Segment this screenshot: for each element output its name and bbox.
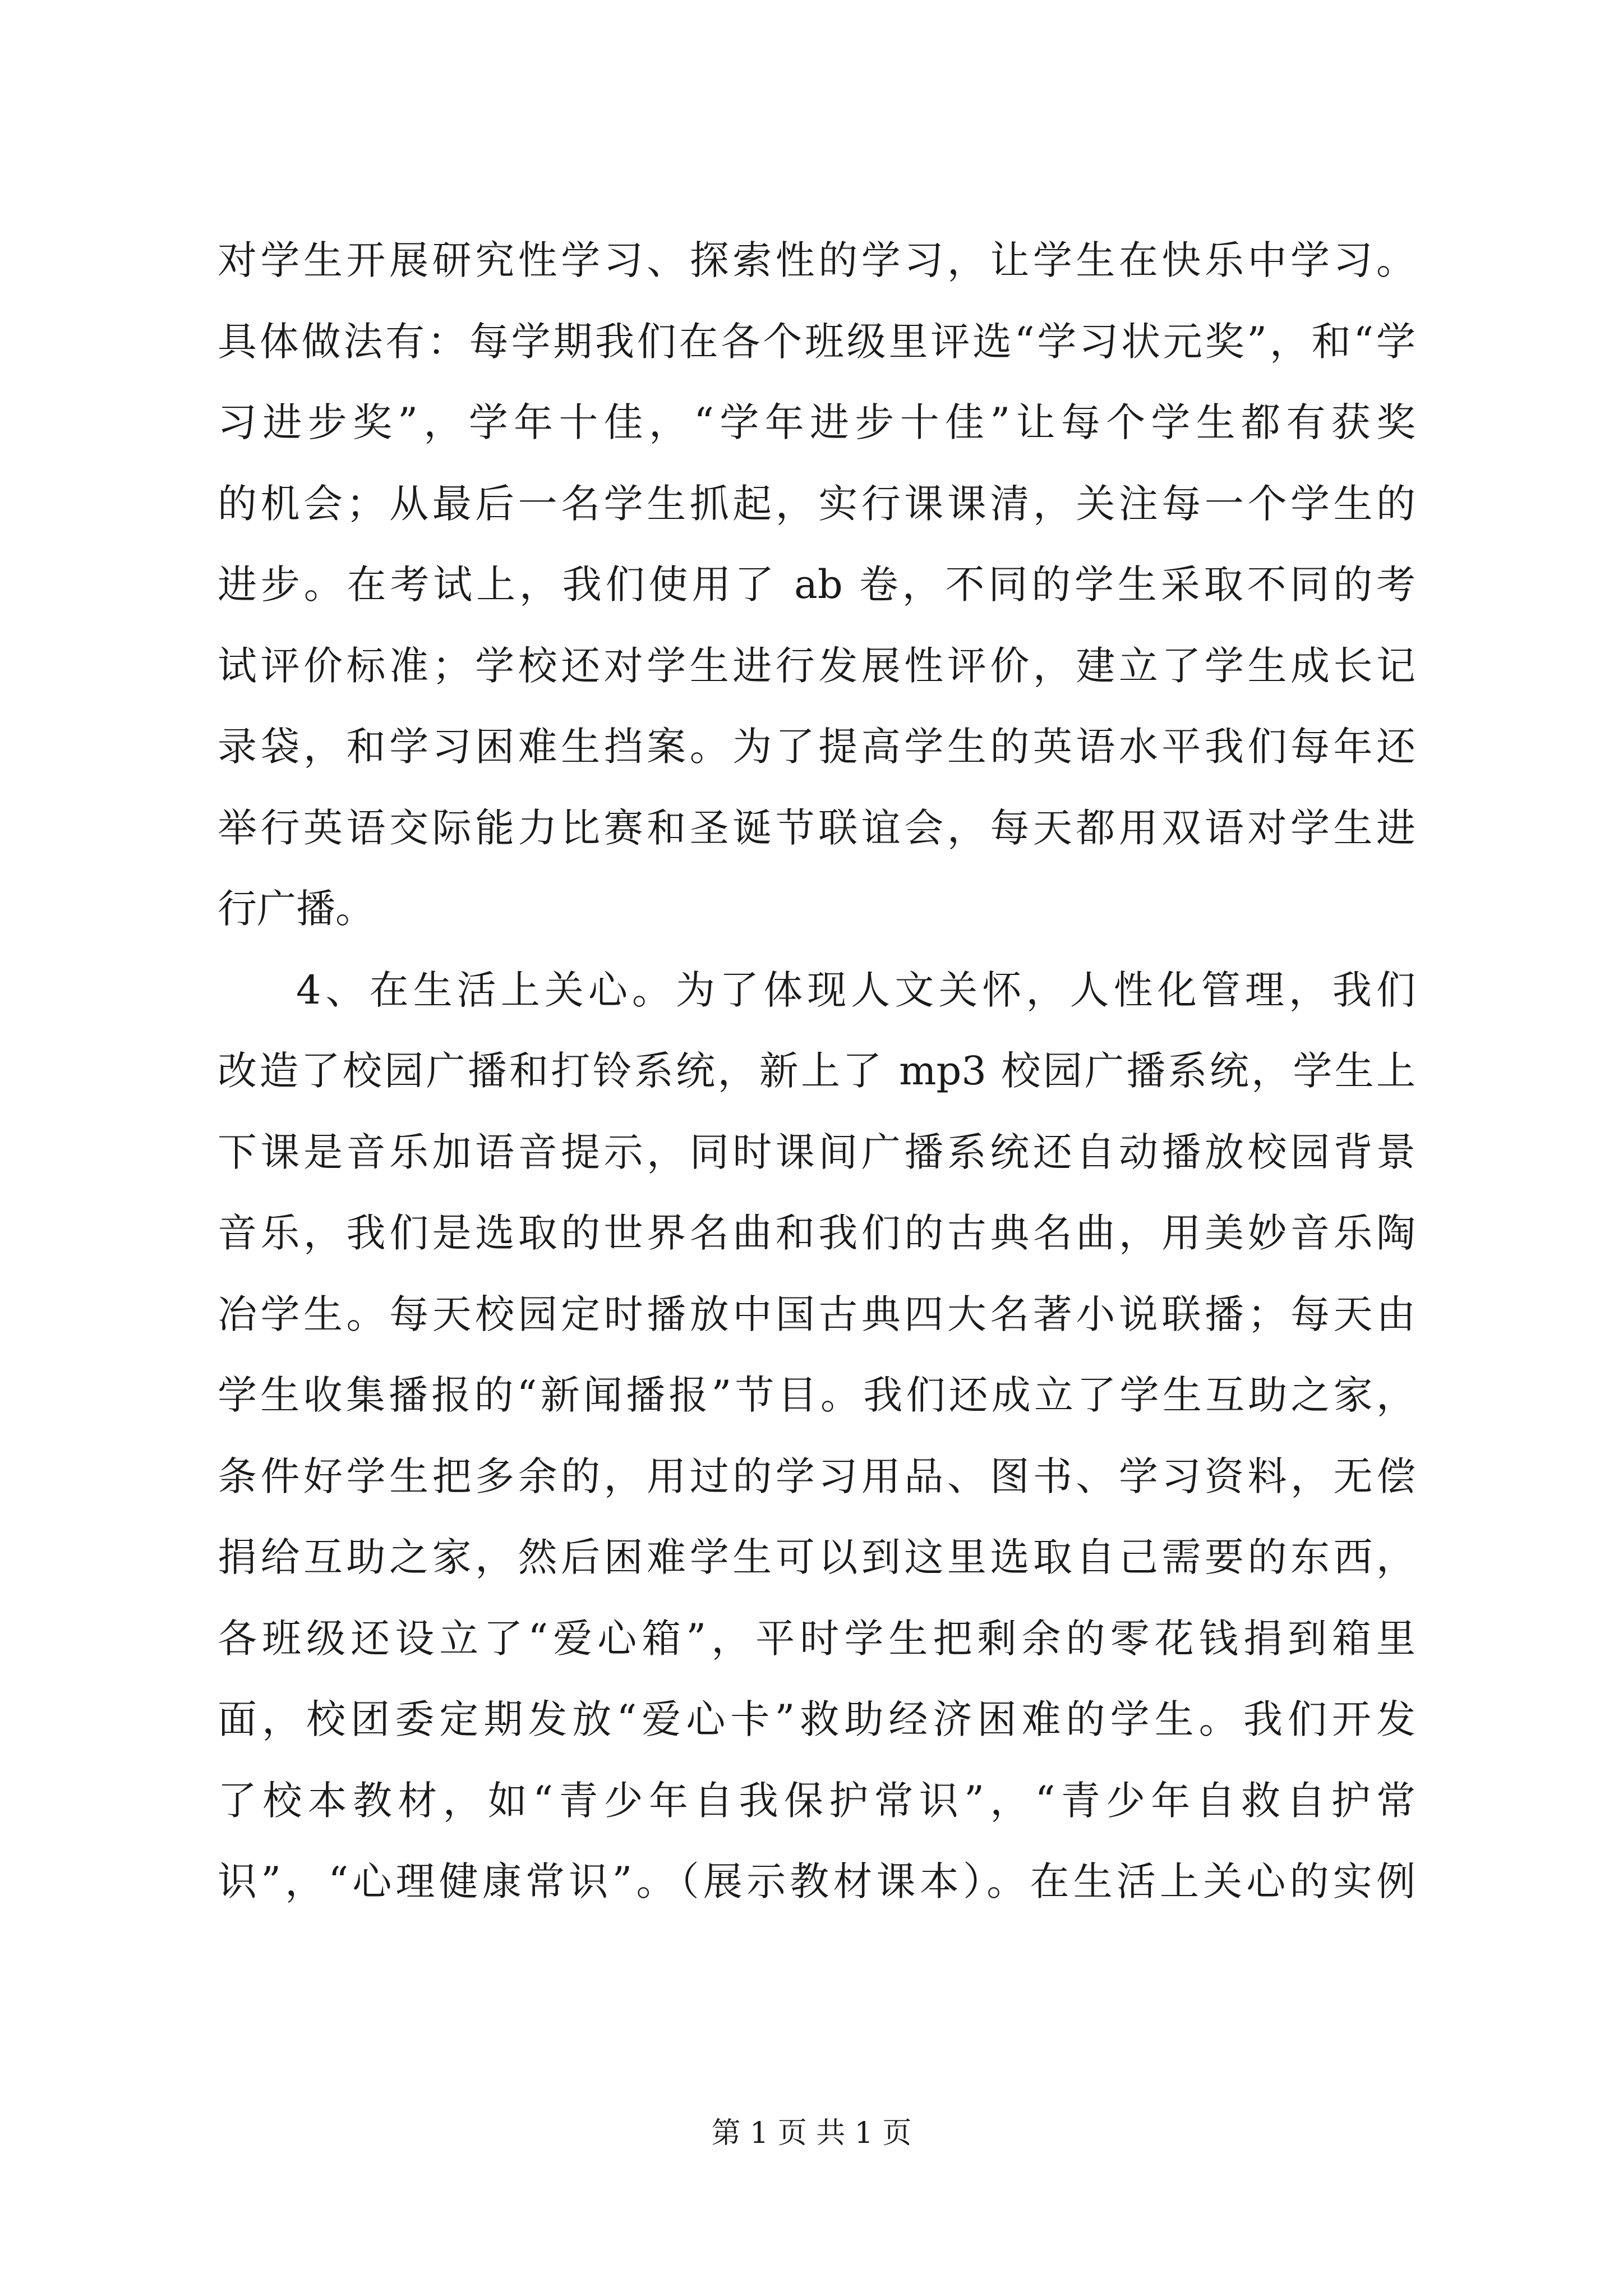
text-line: 对学生开展研究性学习、探索性的学习，让学生在快乐中学习。 <box>218 237 1415 283</box>
paragraph-1 <box>218 220 1415 950</box>
text-line: 具体做法有：每学期我们在各个班级里评选“学习状元奖”，和“学 <box>218 318 1415 365</box>
text-line: 下课是音乐加语音提示，同时课间广播系统还自动播放校园背景 <box>218 1129 1415 1175</box>
text-line: 面，校团委定期发放“爱心卡”救助经济困难的学生。我们开发 <box>218 1696 1415 1742</box>
page-footer: 第 1 页 共 1 页 <box>711 2116 912 2150</box>
text-line: 捐给互助之家，然后困难学生可以到这里选取自己需要的东西， <box>218 1534 1415 1580</box>
text-line: 举行英语交际能力比赛和圣诞节联谊会，每天都用双语对学生进 <box>218 804 1415 851</box>
text-line: 改造了校园广播和打铃系统，新上了 mp3 校园广播系统，学生上 <box>218 1048 1415 1094</box>
text-line: 4、在生活上关心。为了体现人文关怀，人性化管理，我们 <box>296 967 1415 1013</box>
text-line: 条件好学生把多余的，用过的学习用品、图书、学习资料，无偿 <box>218 1453 1415 1499</box>
text-line: 学生收集播报的“新闻播报”节目。我们还成立了学生互助之家， <box>218 1372 1415 1418</box>
text-line: 识”，“心理健康常识”。（展示教材课本）。在生活上关心的实例 <box>218 1858 1415 1904</box>
text-line: 的机会；从最后一名学生抓起，实行课课清，关注每一个学生的 <box>218 480 1415 527</box>
text-line: 进步。在考试上，我们使用了 ab 卷，不同的学生采取不同的考 <box>218 562 1415 608</box>
text-line: 试评价标准；学校还对学生进行发展性评价，建立了学生成长记 <box>218 642 1415 689</box>
text-line: 各班级还设立了“爱心箱”，平时学生把剩余的零花钱捐到箱里 <box>218 1615 1415 1662</box>
text-line: 冶学生。每天校园定时播放中国古典四大名著小说联播；每天由 <box>218 1291 1415 1337</box>
paragraph-2 <box>218 950 1415 1922</box>
document-body <box>218 220 1415 1922</box>
text-line: 习进步奖”，学年十佳，“学年进步十佳”让每个学生都有获奖 <box>218 399 1415 445</box>
text-line: 行广播。 <box>218 886 375 932</box>
text-line: 了校本教材，如“青少年自我保护常识”，“青少年自救自护常 <box>218 1777 1415 1824</box>
text-line: 录袋，和学习困难生挡案。为了提高学生的英语水平我们每年还 <box>218 724 1415 770</box>
text-line: 音乐，我们是选取的世界名曲和我们的古典名曲，用美妙音乐陶 <box>218 1210 1415 1256</box>
